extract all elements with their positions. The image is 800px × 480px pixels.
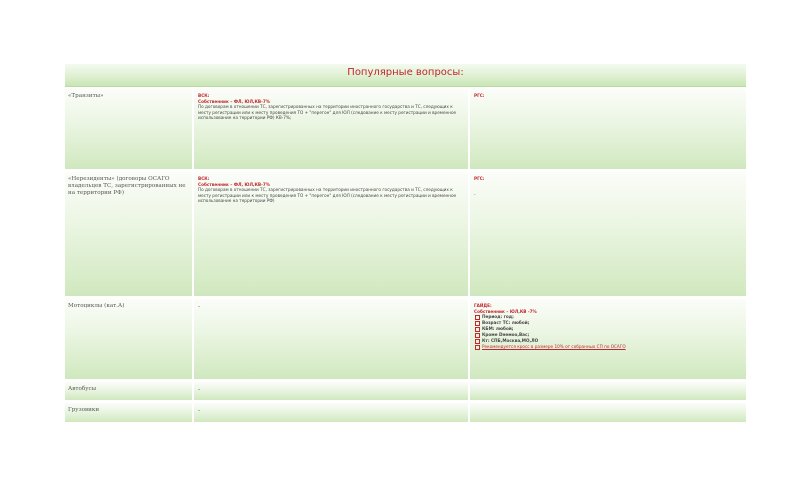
category-label: Автобусы [68, 386, 97, 392]
vsk-cell [194, 403, 470, 422]
vsk-cell [194, 172, 470, 296]
gaide-text [474, 303, 742, 350]
row-motorcycles [65, 299, 746, 379]
row-trucks [65, 403, 746, 422]
list-item: Кроме Dнемоо,Вас; [474, 332, 742, 338]
list-item: Период: год; [474, 314, 742, 320]
row-buses [65, 382, 746, 400]
vsk-owner: Собственник – ФЛ, ЮЛ,КВ-7% [198, 181, 270, 187]
category-label: Грузовики [68, 407, 100, 413]
category-cell [65, 172, 194, 296]
category-cell [65, 403, 194, 422]
checkbox-bullet-icon [475, 345, 480, 350]
empty-dash: - [198, 386, 201, 393]
category-cell [65, 299, 194, 379]
vsk-cell [194, 382, 470, 400]
vsk-cell [194, 89, 470, 169]
vsk-body: По договорам в отношении ТС, зарегистрированных на территории иностранного государства и ТС, следующих к месту регистрации или к месту проведения ТО + "перегон" для ЮЛ (следование к месту регистрации и временное использование на территории РФ) КВ-7%; [198, 104, 457, 121]
list-item: КБМ: любой; [474, 326, 742, 332]
vsk-heading: ВСК: [198, 93, 210, 98]
page-title: Популярные вопросы: [347, 67, 464, 78]
list-item: Рекомендуется кросс в размере 10% от собранных СП по ОСАГО [474, 344, 742, 350]
title-row [65, 64, 746, 87]
row-transits [65, 89, 746, 169]
empty-dash: - [198, 303, 201, 310]
row-nonresidents [65, 172, 746, 296]
questions-table [65, 64, 746, 422]
vsk-text [198, 93, 466, 121]
vsk-heading: ВСК: [198, 176, 210, 181]
gaide-heading: ГАЙДЕ: [474, 303, 492, 308]
vsk-body: По договорам в отношении ТС, зарегистрированных на территории иностранного государства и ТС, следующих к месту регистрации или к месту проведения ТО + "перегон" для ЮЛ (следование к месту регистрации и временное использование на территории РФ) [198, 187, 457, 204]
list-item: Кт: СПБ,Москва,МО,ЛО [474, 338, 742, 344]
rgs-cell [470, 382, 746, 400]
category-cell [65, 89, 194, 169]
rgs-cell [470, 89, 746, 169]
rgs-body: - [474, 191, 476, 197]
list-item: Возраст ТС: любой; [474, 320, 742, 326]
rgs-heading: РГС: [474, 176, 485, 181]
category-label: «Транзиты» [68, 93, 104, 99]
rgs-text [474, 176, 742, 197]
gaide-cell [470, 299, 746, 379]
vsk-text [198, 176, 466, 204]
rgs-text [474, 93, 742, 99]
gaide-conditions-list [474, 314, 742, 350]
empty-dash: - [198, 407, 201, 414]
vsk-owner: Собственник – ФЛ, ЮЛ,КВ-7% [198, 98, 270, 104]
vsk-cell [194, 299, 470, 379]
gaide-owner: Собственник – ЮЛ,КВ -7% [474, 308, 537, 314]
category-cell [65, 382, 194, 400]
category-label: «Нерезиденты» (договоры ОСАГО владельцев ТС, зарегистрированных не на территории РФ) [68, 176, 186, 196]
category-label: Мотоциклы (кат.А) [68, 303, 125, 309]
rgs-heading: РГС: [474, 93, 485, 98]
rgs-cell [470, 403, 746, 422]
rgs-cell [470, 172, 746, 296]
